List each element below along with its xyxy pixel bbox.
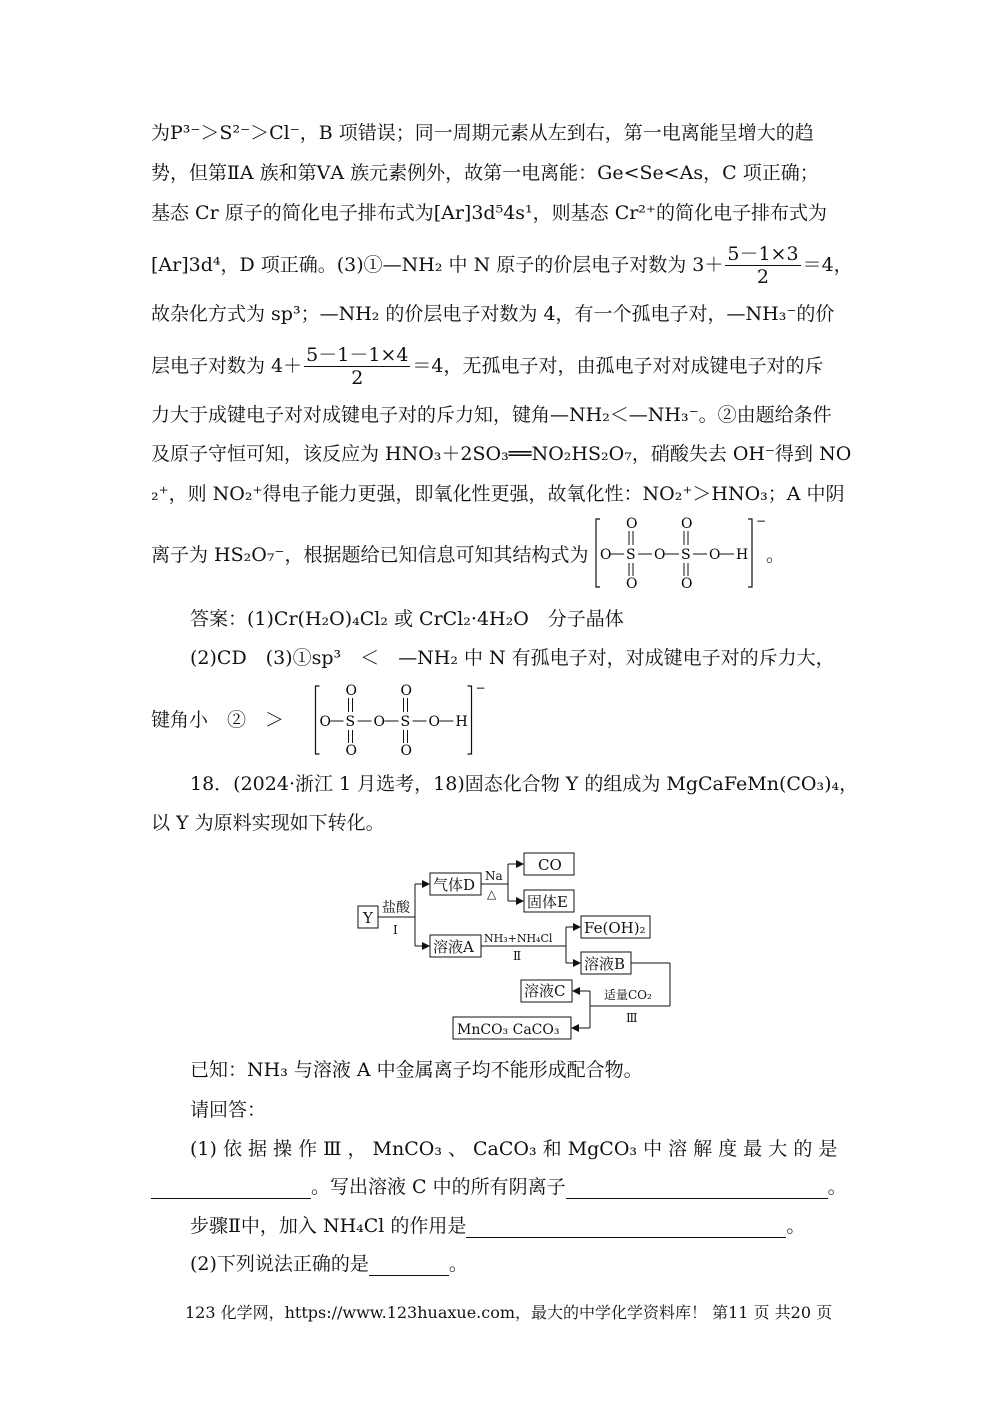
diagram-reagent-2: NH₃+NH₄Cl	[484, 932, 553, 945]
svg-text:O: O	[709, 547, 721, 563]
svg-text:O: O	[681, 576, 693, 592]
diagram-solid-e: 固体E	[527, 893, 568, 911]
text-line-4-start: [Ar]3d⁴，D 项正确。(3)①—NH₂ 中 N 原子的价层电子对数为 3＋	[151, 254, 724, 276]
answer-line-2: (2)CD (3)①sp³ ＜ —NH₂ 中 N 有孤电子对，对成键电子对的斥力大，	[190, 647, 835, 669]
answer-blank-1[interactable]	[151, 1178, 311, 1199]
question-18-line-1: 18．(2024·浙江 1 月选考，18)固态化合物 Y 的组成为 MgCaFeMn(CO₃)₄，	[190, 773, 859, 795]
answer-blank-3[interactable]	[466, 1217, 786, 1238]
text-line-7: 力大于成键电子对对成键电子对的斥力知，键角—NH₂＜—NH₃⁻。②由题给条件	[151, 404, 832, 426]
diagram-step-1: Ⅰ	[393, 923, 398, 937]
svg-text:O: O	[319, 714, 331, 730]
structural-formula-2	[311, 682, 486, 758]
fraction-1-numerator: 5－1×3	[727, 242, 799, 265]
svg-text:H: H	[455, 714, 468, 730]
fraction-2	[304, 344, 410, 389]
diagram-step-3: Ⅲ	[626, 1011, 638, 1025]
svg-text:−: −	[475, 681, 486, 695]
svg-text:O: O	[345, 683, 357, 699]
part-1-line-2-end: 。	[827, 1176, 847, 1198]
question-18-line-2: 以 Y 为原料实现如下转化。	[151, 812, 385, 834]
fraction-1-denominator: 2	[756, 265, 770, 288]
diagram-na: Na	[485, 869, 503, 883]
answer-blank-2[interactable]	[566, 1178, 828, 1199]
part-1-line-1: (1) 依 据 操 作 Ⅲ ， MnCO₃ 、 CaCO₃ 和 MgCO₃ 中 溶 解 度 最 大 的 是	[190, 1138, 838, 1160]
diagram-hcl: 盐酸	[382, 900, 410, 916]
svg-text:O: O	[626, 576, 638, 592]
structural-formula-1	[594, 514, 767, 592]
structure-charge: −	[756, 514, 767, 528]
diagram-co: CO	[538, 856, 562, 874]
diagram-solution-c: 溶液C	[524, 982, 566, 1000]
svg-text:S: S	[626, 547, 636, 563]
known-condition: 已知：NH₃ 与溶液 A 中金属离子均不能形成配合物。	[190, 1059, 643, 1081]
part-1-line-3	[190, 1214, 890, 1238]
svg-text:O: O	[654, 547, 666, 563]
text-line-1: 为P³⁻＞S²⁻＞Cl⁻，B 项错误；同一周期元素从左到右，第一电离能呈增大的趋	[151, 122, 814, 144]
fraction-2-denominator: 2	[351, 366, 364, 389]
diagram-gas-d: 气体D	[433, 876, 476, 894]
text-line-8: 及原子守恒可知，该反应为 HNO₃＋2SO₃══NO₂HS₂O₇，硝酸失去 OH⁻得到 NO	[151, 443, 852, 465]
text-line-9: ₂⁺，则 NO₂⁺得电子能力更强，即氧化性更强，故氧化性：NO₂⁺＞HNO₃；A 中阴	[151, 483, 845, 505]
part-1-line-2	[151, 1175, 851, 1199]
text-line-10-end: 。	[766, 544, 786, 566]
svg-text:O: O	[600, 547, 612, 563]
part-2-line	[190, 1252, 890, 1276]
conversion-flow-diagram	[355, 848, 680, 1046]
text-line-6-start: 层电子对数为 4＋	[151, 355, 303, 377]
svg-text:O: O	[626, 516, 638, 532]
svg-text:H: H	[736, 547, 749, 563]
svg-text:O: O	[400, 743, 412, 759]
please-answer: 请回答：	[190, 1099, 267, 1121]
svg-text:O: O	[373, 714, 385, 730]
svg-text:S: S	[400, 714, 411, 730]
diagram-y: Y	[363, 909, 373, 927]
svg-text:O: O	[345, 743, 357, 759]
text-line-6-end: ＝4，无孤电子对，由孤电子对对成键电子对的斥	[412, 355, 824, 377]
diagram-precipitate: MnCO₃ CaCO₃	[457, 1022, 560, 1038]
page-footer: 123 化学网，https://www.123huaxue.com，最大的中学化学资料库！ 第11 页 共20 页	[185, 1303, 833, 1322]
diagram-solution-b: 溶液B	[584, 955, 626, 973]
fraction-2-numerator: 5－1－1×4	[306, 343, 409, 366]
diagram-solution-a: 溶液A	[433, 938, 474, 956]
part-1-line-3-text: 步骤Ⅱ中，加入 NH₄Cl 的作用是	[190, 1215, 467, 1237]
diagram-co2: 适量CO₂	[604, 988, 652, 1002]
answer-line-1: 答案：(1)Cr(H₂O)₄Cl₂ 或 CrCl₂·4H₂O 分子晶体	[190, 608, 624, 630]
diagram-step-2: Ⅱ	[513, 949, 522, 963]
text-line-2: 势，但第ⅡA 族和第ⅤA 族元素例外，故第一电离能：Ge<Se<As，C 项正确；	[151, 162, 819, 184]
text-line-4	[151, 240, 851, 290]
svg-text:O: O	[428, 714, 440, 730]
diagram-heat: △	[487, 887, 497, 901]
text-line-3: 基态 Cr 原子的简化电子排布式为[Ar]3d⁵4s¹，则基态 Cr²⁺的简化电子排布式为	[151, 202, 827, 224]
diagram-feoh2: Fe(OH)₂	[584, 919, 646, 937]
svg-text:O: O	[400, 683, 412, 699]
text-line-10: 离子为 HS₂O₇⁻，根据题给已知信息可知其结构式为	[151, 544, 589, 566]
text-line-6	[151, 341, 851, 391]
fraction-1	[725, 243, 800, 288]
text-line-4-end: ＝4，	[802, 254, 853, 276]
answer-blank-4[interactable]	[369, 1255, 449, 1276]
part-2-end: 。	[448, 1253, 468, 1275]
part-1-line-2-text: 。写出溶液 C 中的所有阴离子	[311, 1176, 566, 1198]
part-1-line-3-end: 。	[786, 1215, 806, 1237]
text-line-5: 故杂化方式为 sp³；—NH₂ 的价层电子对数为 4，有一个孤电子对，—NH₃⁻的价	[151, 303, 835, 325]
svg-text:S: S	[345, 714, 356, 730]
part-2-text: (2)下列说法正确的是	[190, 1253, 369, 1275]
svg-text:S: S	[681, 547, 691, 563]
answer-line-3: 键角小 ② ＞	[151, 709, 285, 731]
svg-text:O: O	[681, 516, 693, 532]
